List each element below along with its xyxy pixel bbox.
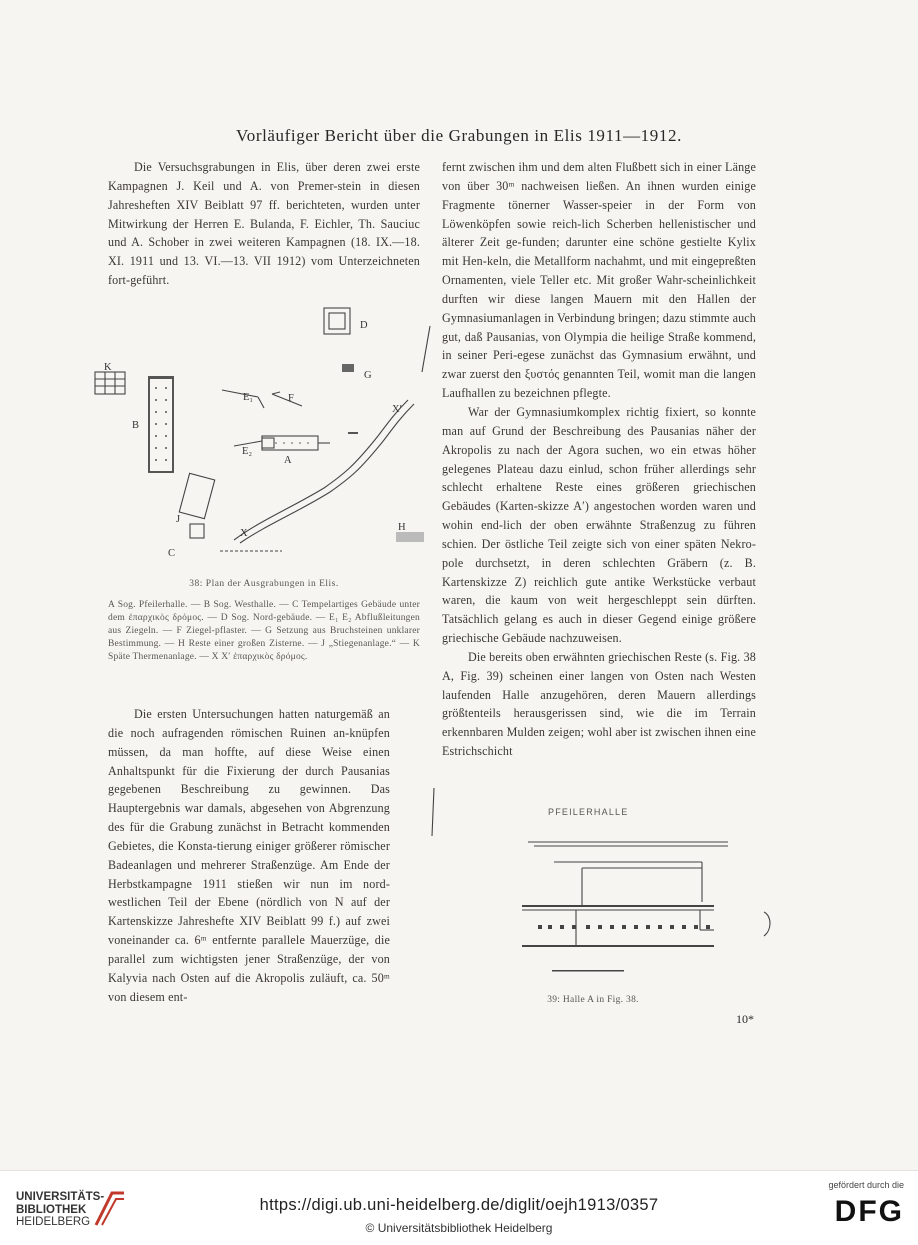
plan-label-b: B — [132, 420, 140, 431]
figure-39-title: PFEILERHALLE — [548, 807, 629, 817]
plan-label-k: K — [104, 362, 112, 373]
figure-38-legend: A Sog. Pfeilerhalle. — B Sog. Westhalle. — C Tempelartiges Gebäude unter dem ἐπαρχικὸς δρόμος. — D Sog. Nord-gebäude. — E₁ E₂ Abflußleitungen aus Ziegeln. — F Ziegel-pflaster. — G Setzung aus Bruchsteinen unklarer Bestimmung. — H Reste einer großen Zisterne. — J „Stiegenanlage.“ — K Späte Thermenanlage. — X X′ ἐπαρχικὸς δρόμος. — [108, 600, 420, 662]
paragraph: fernt zwischen ihm und dem alten Flußbett sich in einer Länge von über 30ᵐ nachweisen ließen. An ihnen wurden einige Fragmente tönerner Wasser-speier in der Form von Löwenköpfen sowie reich-lich Scherben hellenistischer und älterer Zeit ge-funden; darunter eine schöne gestielte Kylix mit Hen-keln, die Metallform nachahmt, und mit eingepreßten Ornamenten, viele Teller etc. Mit großer Wahr-scheinlichkeit durften wir diese langen Mauern mit den Hallen der Gymnasiumanlagen in Verbindung bringen; dazu stimmte auch gut, daß Pausanias, von Olympia die heilige Straße kommend, in seiner Peri-egese zunächst das Gymnasium erwähnt, und zwar zuerst den ξυστός genannten Teil, womit man die langen Laufhallen zu bezeichnen pflegte. — [442, 160, 756, 401]
plan-label-a: A — [284, 455, 292, 466]
figure-39-caption: 39: Halle A in Fig. 38. — [547, 995, 639, 1005]
plan-label-c: C — [168, 548, 176, 559]
funding-note: gefördert durch die — [828, 1180, 904, 1190]
text-column-right — [442, 158, 756, 761]
permalink-url[interactable]: https://digi.ub.uni-heidelberg.de/diglit/oejh1913/0357 — [259, 1196, 659, 1214]
plan-label-d: D — [360, 320, 368, 331]
page-signature: 10* — [736, 1012, 754, 1026]
plan-label-f: F — [288, 393, 294, 404]
library-line-3: HEIDELBERG — [16, 1216, 91, 1228]
footer — [0, 1170, 918, 1245]
scale-bar — [552, 970, 624, 972]
plan-building-k — [95, 372, 125, 394]
plan-building-d — [324, 308, 350, 334]
plan-building-c — [179, 473, 214, 518]
site-plan-figure — [86, 308, 426, 559]
plan-label-e2: E₂ — [242, 446, 253, 457]
library-line-1: UNIVERSITÄTS- — [16, 1191, 105, 1203]
east-bracket — [764, 912, 770, 936]
plan-label-j: J — [176, 514, 181, 525]
plan-cistern-h — [396, 532, 424, 542]
plan-label-x: X — [240, 528, 248, 539]
page-title: Vorläufiger Bericht über die Grabungen in Elis 1911—1912. — [236, 126, 682, 145]
plan-road-x — [234, 400, 408, 540]
plan-label-e1: E₁ — [243, 392, 254, 403]
paragraph: Die Versuchsgrabungen in Elis, über deren zwei erste Kampagnen J. Keil und A. von Premer-stein in diesen Jahresheften XIV Beiblatt 97 ff. berichteten, wurden unter Mitwirkung der Herren E. Bulanda, F. Eichler, Th. Sauciuc und A. Schober in zwei weiteren Kampagnen (18. IX.—18. XI. 1911 und 13. VI.—13. VII 1912) vom Unterzeichneten fort-geführt. — [108, 160, 420, 288]
plan-label-g: G — [364, 370, 372, 381]
paragraph: Die ersten Untersuchungen hatten naturgemäß an die noch aufragenden römischen Ruinen an-knüpfen müssen, da man hoffte, auf diese Weise einen Anhaltspunkt für die Fixierung der durch Pausanias gegebenen Beschreibung zu gewinnen. Das Hauptergebnis war damals, abgesehen von Abgrenzung des für die Grabung zunächst in Betracht kommenden Gebietes, die Konsta-tierung einiger größerer römischer Badeanlagen und mehrerer Straßenzüge. Am Ende der Herbstkampagne 1911 stießen wir nun im nord-westlichen Teil der Ebene (nördlich von N auf der Kartenskizze Jahreshefte XIV Beiblatt 99 f.) auf zwei voneinander ca. 6ᵐ entfernte parallele Mauerzüge, die parallel zum wichtigsten jener Straßenzüge, der von Kalyvia nach Osten auf die Akropolis zuläuft, ca. 50ᵐ von diesem ent- — [108, 707, 390, 1004]
copyright-notice: © Universitätsbibliothek Heidelberg — [365, 1221, 553, 1235]
plan-label-h: H — [398, 522, 406, 533]
text-column-left-top — [108, 158, 420, 290]
plan-building-b — [149, 378, 173, 472]
plan-setting-g — [342, 364, 354, 372]
text-column-left-bottom — [108, 705, 390, 1007]
figure-38-caption: 38: Plan der Ausgrabungen in Elis. — [189, 579, 339, 589]
dfg-logo[interactable]: DFG — [834, 1195, 904, 1228]
plan-label-x2: X′ — [392, 404, 402, 415]
pfeilerhalle-plan-figure — [424, 786, 784, 996]
paragraph: War der Gymnasiumkomplex richtig fixiert, so konnte man auf Grund der Beschreibung des Pausanias näher der Akropolis zu nach der Agora suchen, wo ein etwas höher gelegenes Plateau dazu einlud, schon früher allerdings sehr schlecht erhaltene Reste eines größeren griechischen Gebäudes (Karten-skizze A′) angestochen worden waren und wohin end-lich der oben erwähnte Straßenzug zu führen schien. Der östliche Teil zeigte sich von einer späten Nekro-pole durchsetzt, in deren schlechten Gräbern (z. B. Kartenskizze Z) reichlich gute antike Werkstücke verbaut waren, die kaum von weit hergeschleppt sein dürften. Tatsächlich gelang es auch in dieser Gegend einige größere griechische Gebäude nachzuweisen. — [442, 404, 756, 646]
north-arrow — [432, 788, 434, 836]
library-line-2: BIBLIOTHEK — [16, 1203, 87, 1216]
paragraph: Die bereits oben erwähnten griechischen Reste (s. Fig. 38 A, Fig. 39) scheinen einer langen von Osten nach Westen laufenden Halle anzugehören, deren Mauern allerdings größtenteils herausgerissen sind, wie die im Terrain erkennbaren Mulden zeigen; wohl aber ist zwischen ihnen eine Estrichschicht — [442, 649, 756, 759]
plan-pavement-f — [272, 394, 302, 406]
